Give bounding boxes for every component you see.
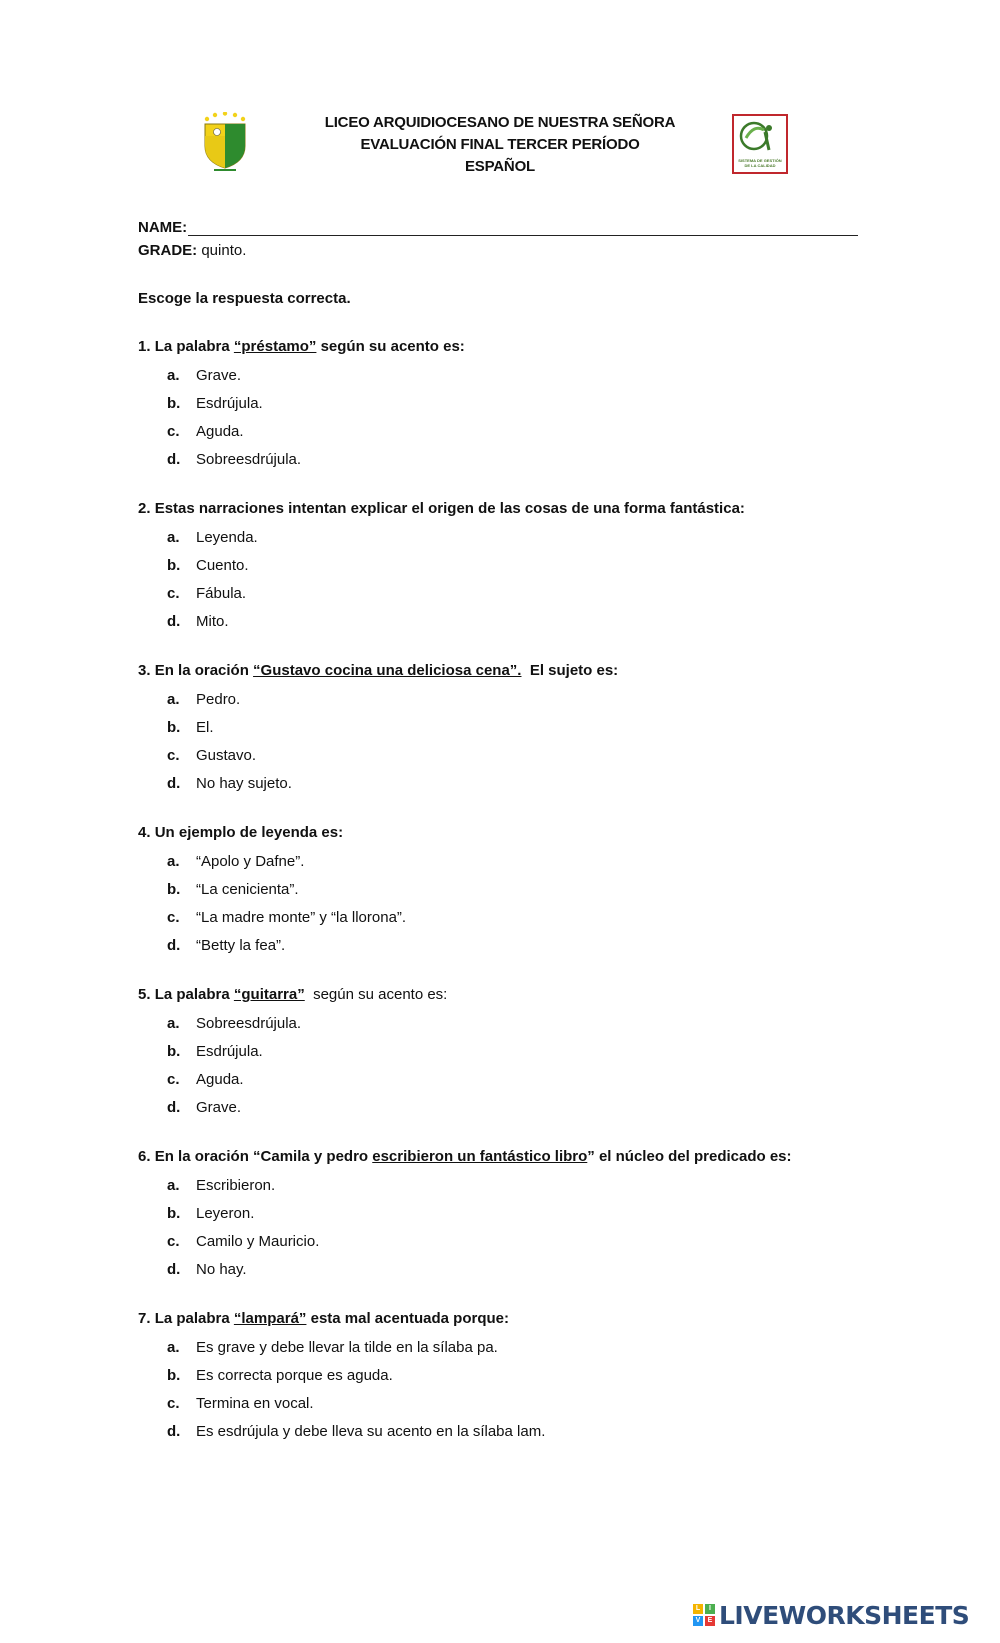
option-a[interactable] xyxy=(138,1172,858,1200)
seal-caption: SISTEMA DE GESTIÓN DE LA CALIDAD xyxy=(738,158,782,168)
option-text: “La cenicienta”. xyxy=(196,881,299,898)
question-prefix: En la oración xyxy=(154,662,254,679)
option-letter: d. xyxy=(167,937,181,954)
option-a[interactable] xyxy=(138,362,858,390)
option-letter: a. xyxy=(167,853,180,870)
question-prefix: La palabra xyxy=(154,986,234,1003)
option-letter: b. xyxy=(167,1043,181,1060)
name-label: NAME: xyxy=(138,219,188,236)
logo-tile: V xyxy=(693,1616,703,1626)
document-title-block xyxy=(300,112,700,178)
question-text xyxy=(138,982,858,1008)
option-letter: d. xyxy=(167,1423,181,1440)
exam-title: EVALUACIÓN FINAL TERCER PERÍODO xyxy=(360,136,640,153)
question-suffix: según su acento es: xyxy=(304,986,448,1003)
question-underlined: “préstamo” xyxy=(233,338,317,355)
question-text xyxy=(138,334,858,360)
question-number: 6. xyxy=(138,1148,151,1165)
logo-tile: E xyxy=(705,1616,715,1626)
option-text: Pedro. xyxy=(196,691,241,708)
question-underlined: “guitarra” xyxy=(233,986,305,1003)
question-suffix: ” el núcleo del predicado es: xyxy=(587,1148,792,1165)
liveworksheets-logo-icon xyxy=(693,1604,715,1626)
option-letter: c. xyxy=(167,1233,180,1250)
question-number: 1. xyxy=(138,338,151,355)
option-d[interactable] xyxy=(138,770,858,798)
option-text: Aguda. xyxy=(196,423,244,440)
option-letter: a. xyxy=(167,691,180,708)
question-text xyxy=(138,496,858,522)
option-text: “Betty la fea”. xyxy=(196,937,286,954)
question-underlined: “lampará” xyxy=(233,1310,307,1327)
option-letter: b. xyxy=(167,395,181,412)
option-text: Grave. xyxy=(196,367,242,384)
option-letter: d. xyxy=(167,775,181,792)
question-prefix: Estas narraciones intentan explicar el origen de las cosas de una forma fantástica: xyxy=(154,500,745,517)
option-letter: c. xyxy=(167,1071,180,1088)
option-letter: a. xyxy=(167,529,180,546)
question-number: 2. xyxy=(138,500,151,517)
option-text: Mito. xyxy=(196,613,229,630)
option-d[interactable] xyxy=(138,1418,858,1446)
question-number: 4. xyxy=(138,824,151,841)
subject-title: ESPAÑOL xyxy=(465,158,535,175)
option-text: Grave. xyxy=(196,1099,242,1116)
option-a[interactable] xyxy=(138,848,858,876)
question-prefix: Un ejemplo de leyenda es: xyxy=(154,824,344,841)
school-crest-logo xyxy=(200,112,250,172)
option-c[interactable] xyxy=(138,742,858,770)
option-text: Es grave y debe llevar la tilde en la sílaba pa. xyxy=(196,1339,498,1356)
option-letter: a. xyxy=(167,1015,180,1032)
question-underlined: escribieron un fantástico libro xyxy=(372,1148,588,1165)
option-b[interactable] xyxy=(138,552,858,580)
option-letter: b. xyxy=(167,557,181,574)
option-c[interactable] xyxy=(138,1228,858,1256)
option-a[interactable] xyxy=(138,1334,858,1362)
question-suffix: El sujeto es: xyxy=(521,662,619,679)
option-text: Termina en vocal. xyxy=(196,1395,314,1412)
option-text: Cuento. xyxy=(196,557,249,574)
grade-label: GRADE: xyxy=(138,242,198,259)
option-letter: a. xyxy=(167,1339,180,1356)
question-prefix: La palabra xyxy=(154,1310,234,1327)
option-b[interactable] xyxy=(138,1038,858,1066)
option-text: Leyenda. xyxy=(196,529,258,546)
option-b[interactable] xyxy=(138,390,858,418)
option-c[interactable] xyxy=(138,1390,858,1418)
option-letter: a. xyxy=(167,367,180,384)
question-3 xyxy=(138,658,858,798)
answer-options xyxy=(138,686,858,798)
name-field-row xyxy=(138,210,858,236)
option-b[interactable] xyxy=(138,876,858,904)
option-text: Esdrújula. xyxy=(196,395,263,412)
logo-tile: L xyxy=(693,1604,703,1614)
option-letter: b. xyxy=(167,1205,181,1222)
option-text: Fábula. xyxy=(196,585,247,602)
option-letter: c. xyxy=(167,423,180,440)
option-d[interactable] xyxy=(138,608,858,636)
option-b[interactable] xyxy=(138,714,858,742)
option-letter: b. xyxy=(167,1367,181,1384)
question-1 xyxy=(138,334,858,474)
option-text: Gustavo. xyxy=(196,747,257,764)
option-text: Es correcta porque es aguda. xyxy=(196,1367,393,1384)
option-text: Leyeron. xyxy=(196,1205,255,1222)
question-text xyxy=(138,1306,858,1332)
option-text: Sobreesdrújula. xyxy=(196,451,302,468)
option-c[interactable] xyxy=(138,580,858,608)
question-number: 7. xyxy=(138,1310,151,1327)
option-letter: c. xyxy=(167,1395,180,1412)
answer-options xyxy=(138,362,858,474)
question-text xyxy=(138,1144,858,1170)
document-header xyxy=(0,112,1000,182)
name-blank-line[interactable] xyxy=(188,219,858,236)
answer-options xyxy=(138,1010,858,1122)
liveworksheets-brand[interactable] xyxy=(693,1598,969,1632)
question-suffix: esta mal acentuada porque: xyxy=(306,1310,509,1327)
option-a[interactable] xyxy=(138,1010,858,1038)
option-letter: b. xyxy=(167,719,181,736)
option-letter: d. xyxy=(167,451,181,468)
liveworksheets-wordmark: LIVEWORKSHEETS xyxy=(719,1600,970,1630)
question-underlined: “Gustavo cocina una deliciosa cena”. xyxy=(253,662,522,679)
question-suffix: según su acento es: xyxy=(316,338,465,355)
option-c[interactable] xyxy=(138,418,858,446)
option-text: Esdrújula. xyxy=(196,1043,263,1060)
grade-row xyxy=(138,238,858,264)
option-text: Camilo y Mauricio. xyxy=(196,1233,320,1250)
answer-options xyxy=(138,524,858,636)
option-text: Escribieron. xyxy=(196,1177,276,1194)
option-text: El. xyxy=(196,719,214,736)
option-letter: d. xyxy=(167,1261,181,1278)
answer-options xyxy=(138,848,858,960)
option-text: Aguda. xyxy=(196,1071,244,1088)
option-text: No hay. xyxy=(196,1261,247,1278)
option-text: “Apolo y Dafne”. xyxy=(196,853,305,870)
option-text: Sobreesdrújula. xyxy=(196,1015,302,1032)
instruction-text: Escoge la respuesta correcta. xyxy=(138,290,351,307)
option-letter: b. xyxy=(167,881,181,898)
grade-value: quinto. xyxy=(201,242,247,259)
worksheet-body xyxy=(138,210,858,1446)
logo-tile: I xyxy=(705,1604,715,1614)
option-letter: c. xyxy=(167,747,180,764)
option-d[interactable] xyxy=(138,1094,858,1122)
answer-options xyxy=(138,1334,858,1446)
question-6 xyxy=(138,1144,858,1284)
option-text: No hay sujeto. xyxy=(196,775,292,792)
question-2 xyxy=(138,496,858,636)
option-a[interactable] xyxy=(138,686,858,714)
option-c[interactable] xyxy=(138,904,858,932)
option-d[interactable] xyxy=(138,932,858,960)
question-4 xyxy=(138,820,858,960)
question-number: 5. xyxy=(138,986,151,1003)
answer-options xyxy=(138,1172,858,1284)
option-a[interactable] xyxy=(138,524,858,552)
option-letter: c. xyxy=(167,585,180,602)
option-text: “La madre monte” y “la llorona”. xyxy=(196,909,407,926)
option-b[interactable] xyxy=(138,1362,858,1390)
school-name: LICEO ARQUIDIOCESANO DE NUESTRA SEÑORA xyxy=(324,114,676,131)
question-7 xyxy=(138,1306,858,1446)
option-letter: d. xyxy=(167,1099,181,1116)
option-b[interactable] xyxy=(138,1200,858,1228)
option-letter: c. xyxy=(167,909,180,926)
option-d[interactable] xyxy=(138,446,858,474)
question-text xyxy=(138,820,858,846)
option-c[interactable] xyxy=(138,1066,858,1094)
option-d[interactable] xyxy=(138,1256,858,1284)
question-prefix: La palabra xyxy=(154,338,234,355)
question-5 xyxy=(138,982,858,1122)
option-letter: a. xyxy=(167,1177,180,1194)
question-prefix: En la oración “Camila y pedro xyxy=(154,1148,373,1165)
question-text xyxy=(138,658,858,684)
quality-certification-seal-logo xyxy=(732,114,788,174)
option-text: Es esdrújula y debe lleva su acento en la sílaba lam. xyxy=(196,1423,546,1440)
option-letter: d. xyxy=(167,613,181,630)
question-number: 3. xyxy=(138,662,151,679)
